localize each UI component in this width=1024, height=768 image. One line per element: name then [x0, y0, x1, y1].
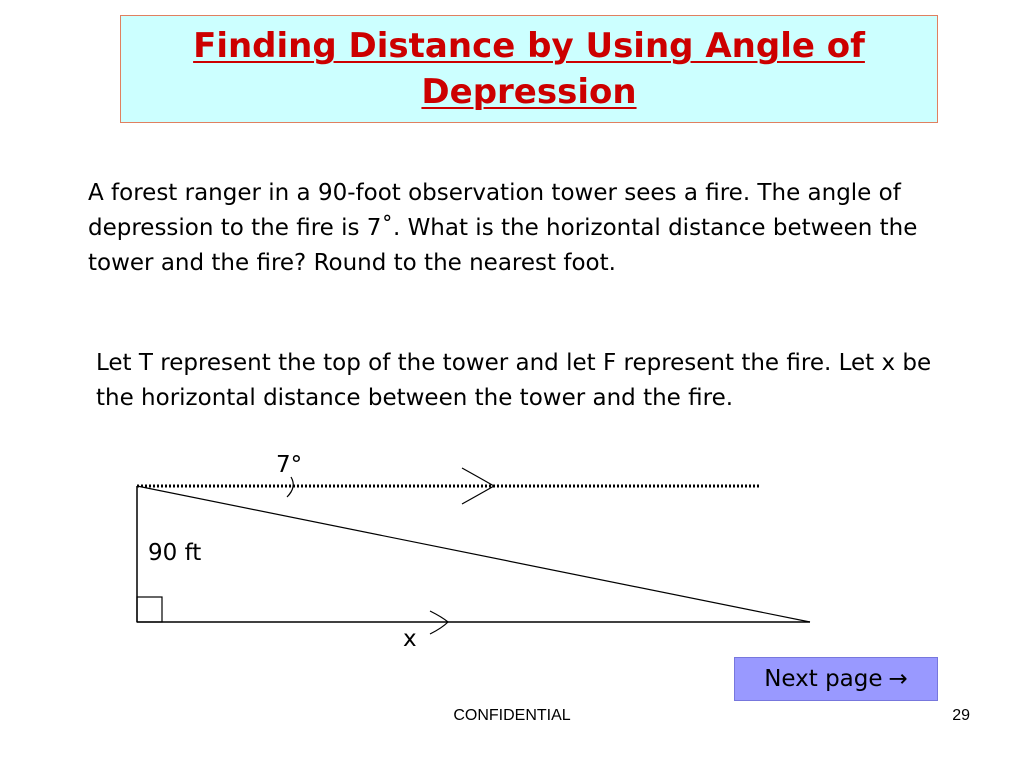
page-number: 29: [952, 707, 970, 724]
setup-statement: Let T represent the top of the tower and let F represent the fire. Let x be the horizontal distance between the tower and the fire.: [96, 350, 932, 411]
arrow-right-icon: →: [888, 666, 908, 692]
next-page-button[interactable]: [734, 657, 938, 701]
line-of-sight: [137, 486, 810, 622]
footer-confidential: CONFIDENTIAL: [453, 707, 571, 724]
angle-label: 7°: [276, 452, 303, 478]
height-label: 90 ft: [148, 540, 202, 566]
next-page-label: Next page: [764, 666, 883, 692]
slide-title: Finding Distance by Using Angle of Depression: [193, 26, 865, 112]
base-label: x: [403, 626, 417, 652]
problem-statement: A forest ranger in a 90-foot observation tower sees a fire. The angle of depression to the fire is 7˚. What is the horizontal distance between the tower and the fire? Round to the nearest foot.: [88, 180, 918, 276]
right-angle-marker: [137, 597, 162, 622]
